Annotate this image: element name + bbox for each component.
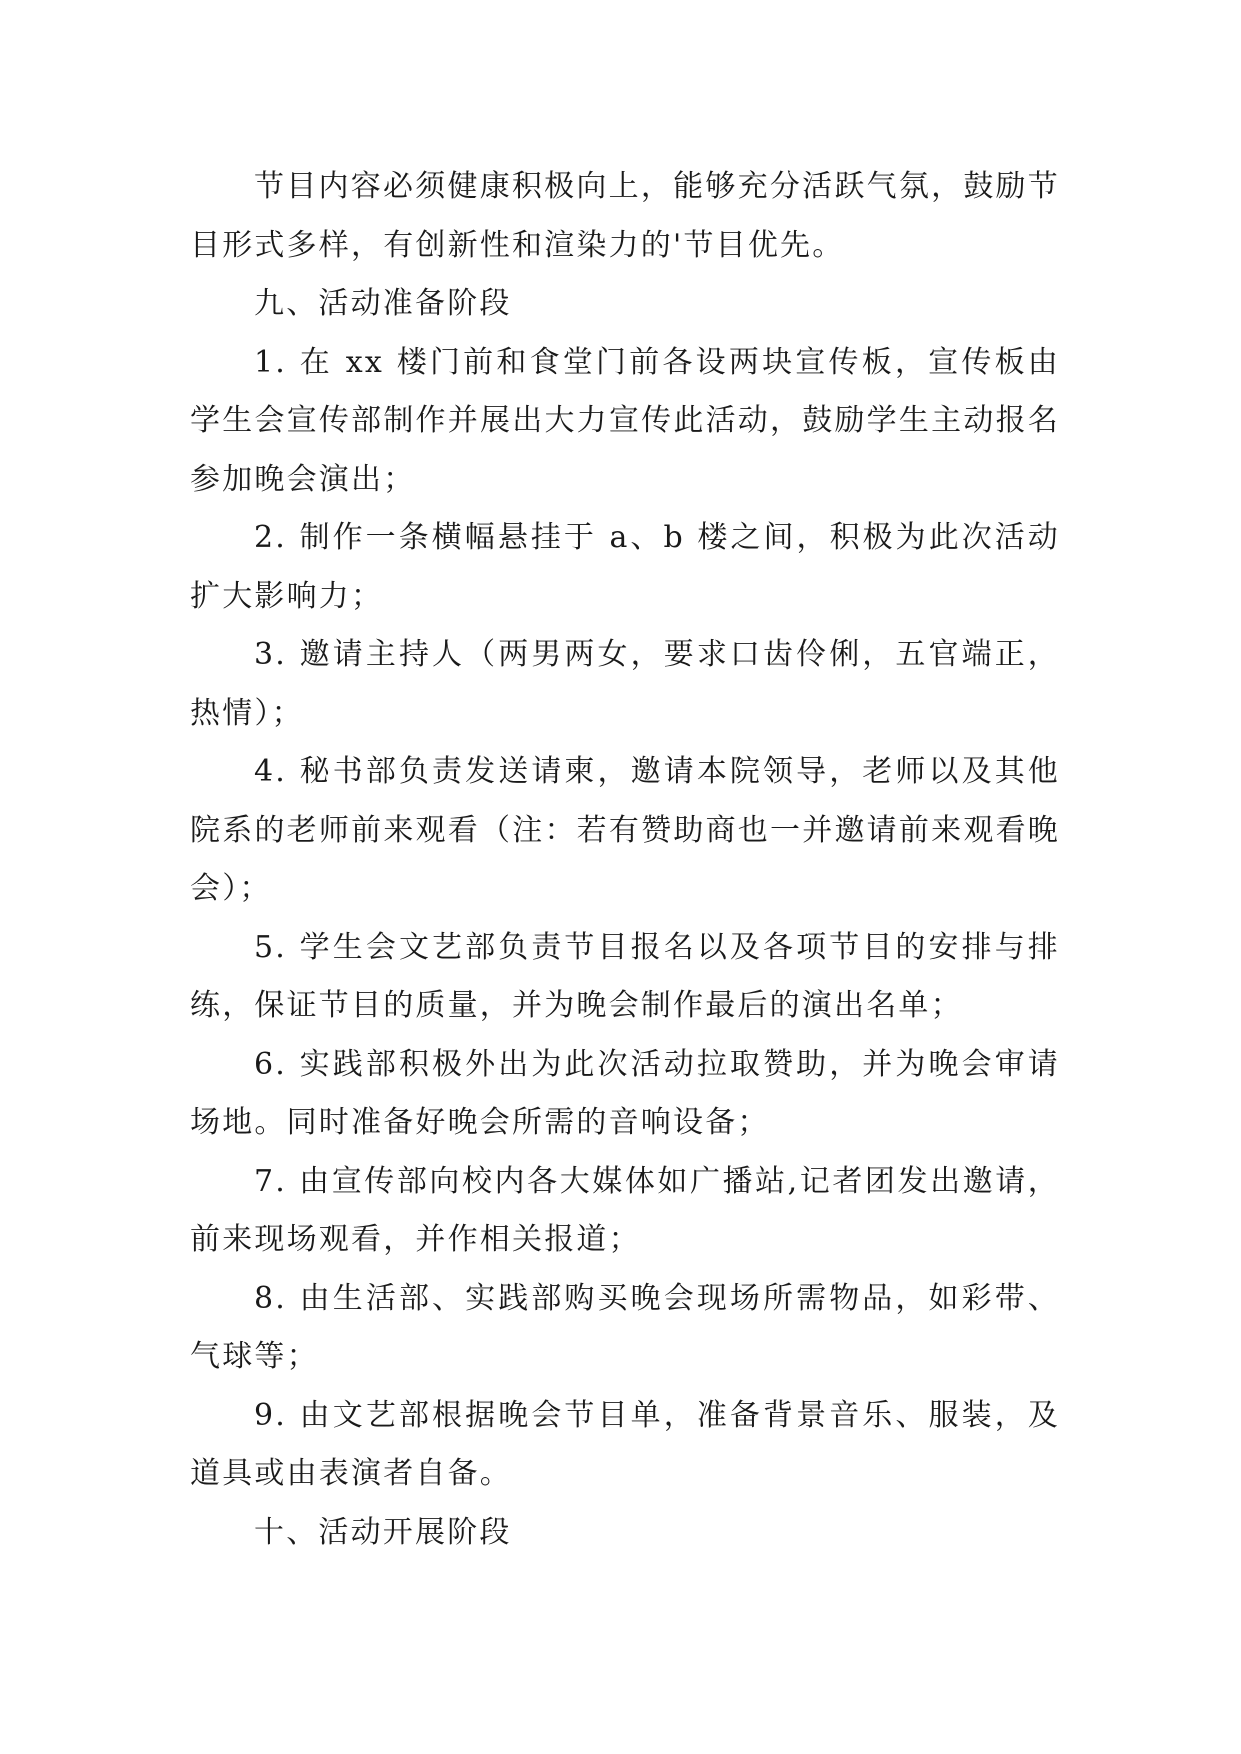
list-item-8: 8. 由生活部、实践部购买晚会现场所需物品，如彩带、气球等； — [190, 1280, 1060, 1374]
list-item-3: 3. 邀请主持人（两男两女，要求口齿伶俐，五官端正，热情）； — [190, 637, 1060, 731]
section-heading-execution: 十、活动开展阶段 — [254, 1514, 512, 1550]
list-item-7: 7. 由宣传部向校内各大媒体如广播站,记者团发出邀请，前来现场观看，并作相关报道； — [190, 1163, 1060, 1257]
document-body — [190, 158, 1060, 1562]
list-item-5: 5. 学生会文艺部负责节目报名以及各项节目的安排与排练，保证节目的质量，并为晚会制作最后的演出名单； — [190, 929, 1060, 1023]
section-heading-preparation: 九、活动准备阶段 — [254, 286, 512, 321]
list-item-6: 6. 实践部积极外出为此次活动拉取赞助，并为晚会审请场地。同时准备好晚会所需的音响设备； — [190, 1046, 1060, 1140]
list-item-2: 2. 制作一条横幅悬挂于 a、b 楼之间，积极为此次活动扩大影响力； — [190, 520, 1060, 614]
list-item-9: 9. 由文艺部根据晚会节目单，准备背景音乐、服装，及道具或由表演者自备。 — [190, 1397, 1060, 1491]
list-item-4: 4. 秘书部负责发送请柬，邀请本院领导，老师以及其他院系的老师前来观看（注：若有赞助商也一并邀请前来观看晚会）； — [190, 754, 1060, 906]
list-item-1: 1. 在 xx 楼门前和食堂门前各设两块宣传板，宣传板由学生会宣传部制作并展出大力宣传此活动，鼓励学生主动报名参加晚会演出； — [190, 344, 1060, 497]
paragraph-program-content: 节目内容必须健康积极向上，能够充分活跃气氛，鼓励节目形式多样，有创新性和渲染力的'节目优先。 — [190, 169, 1060, 263]
